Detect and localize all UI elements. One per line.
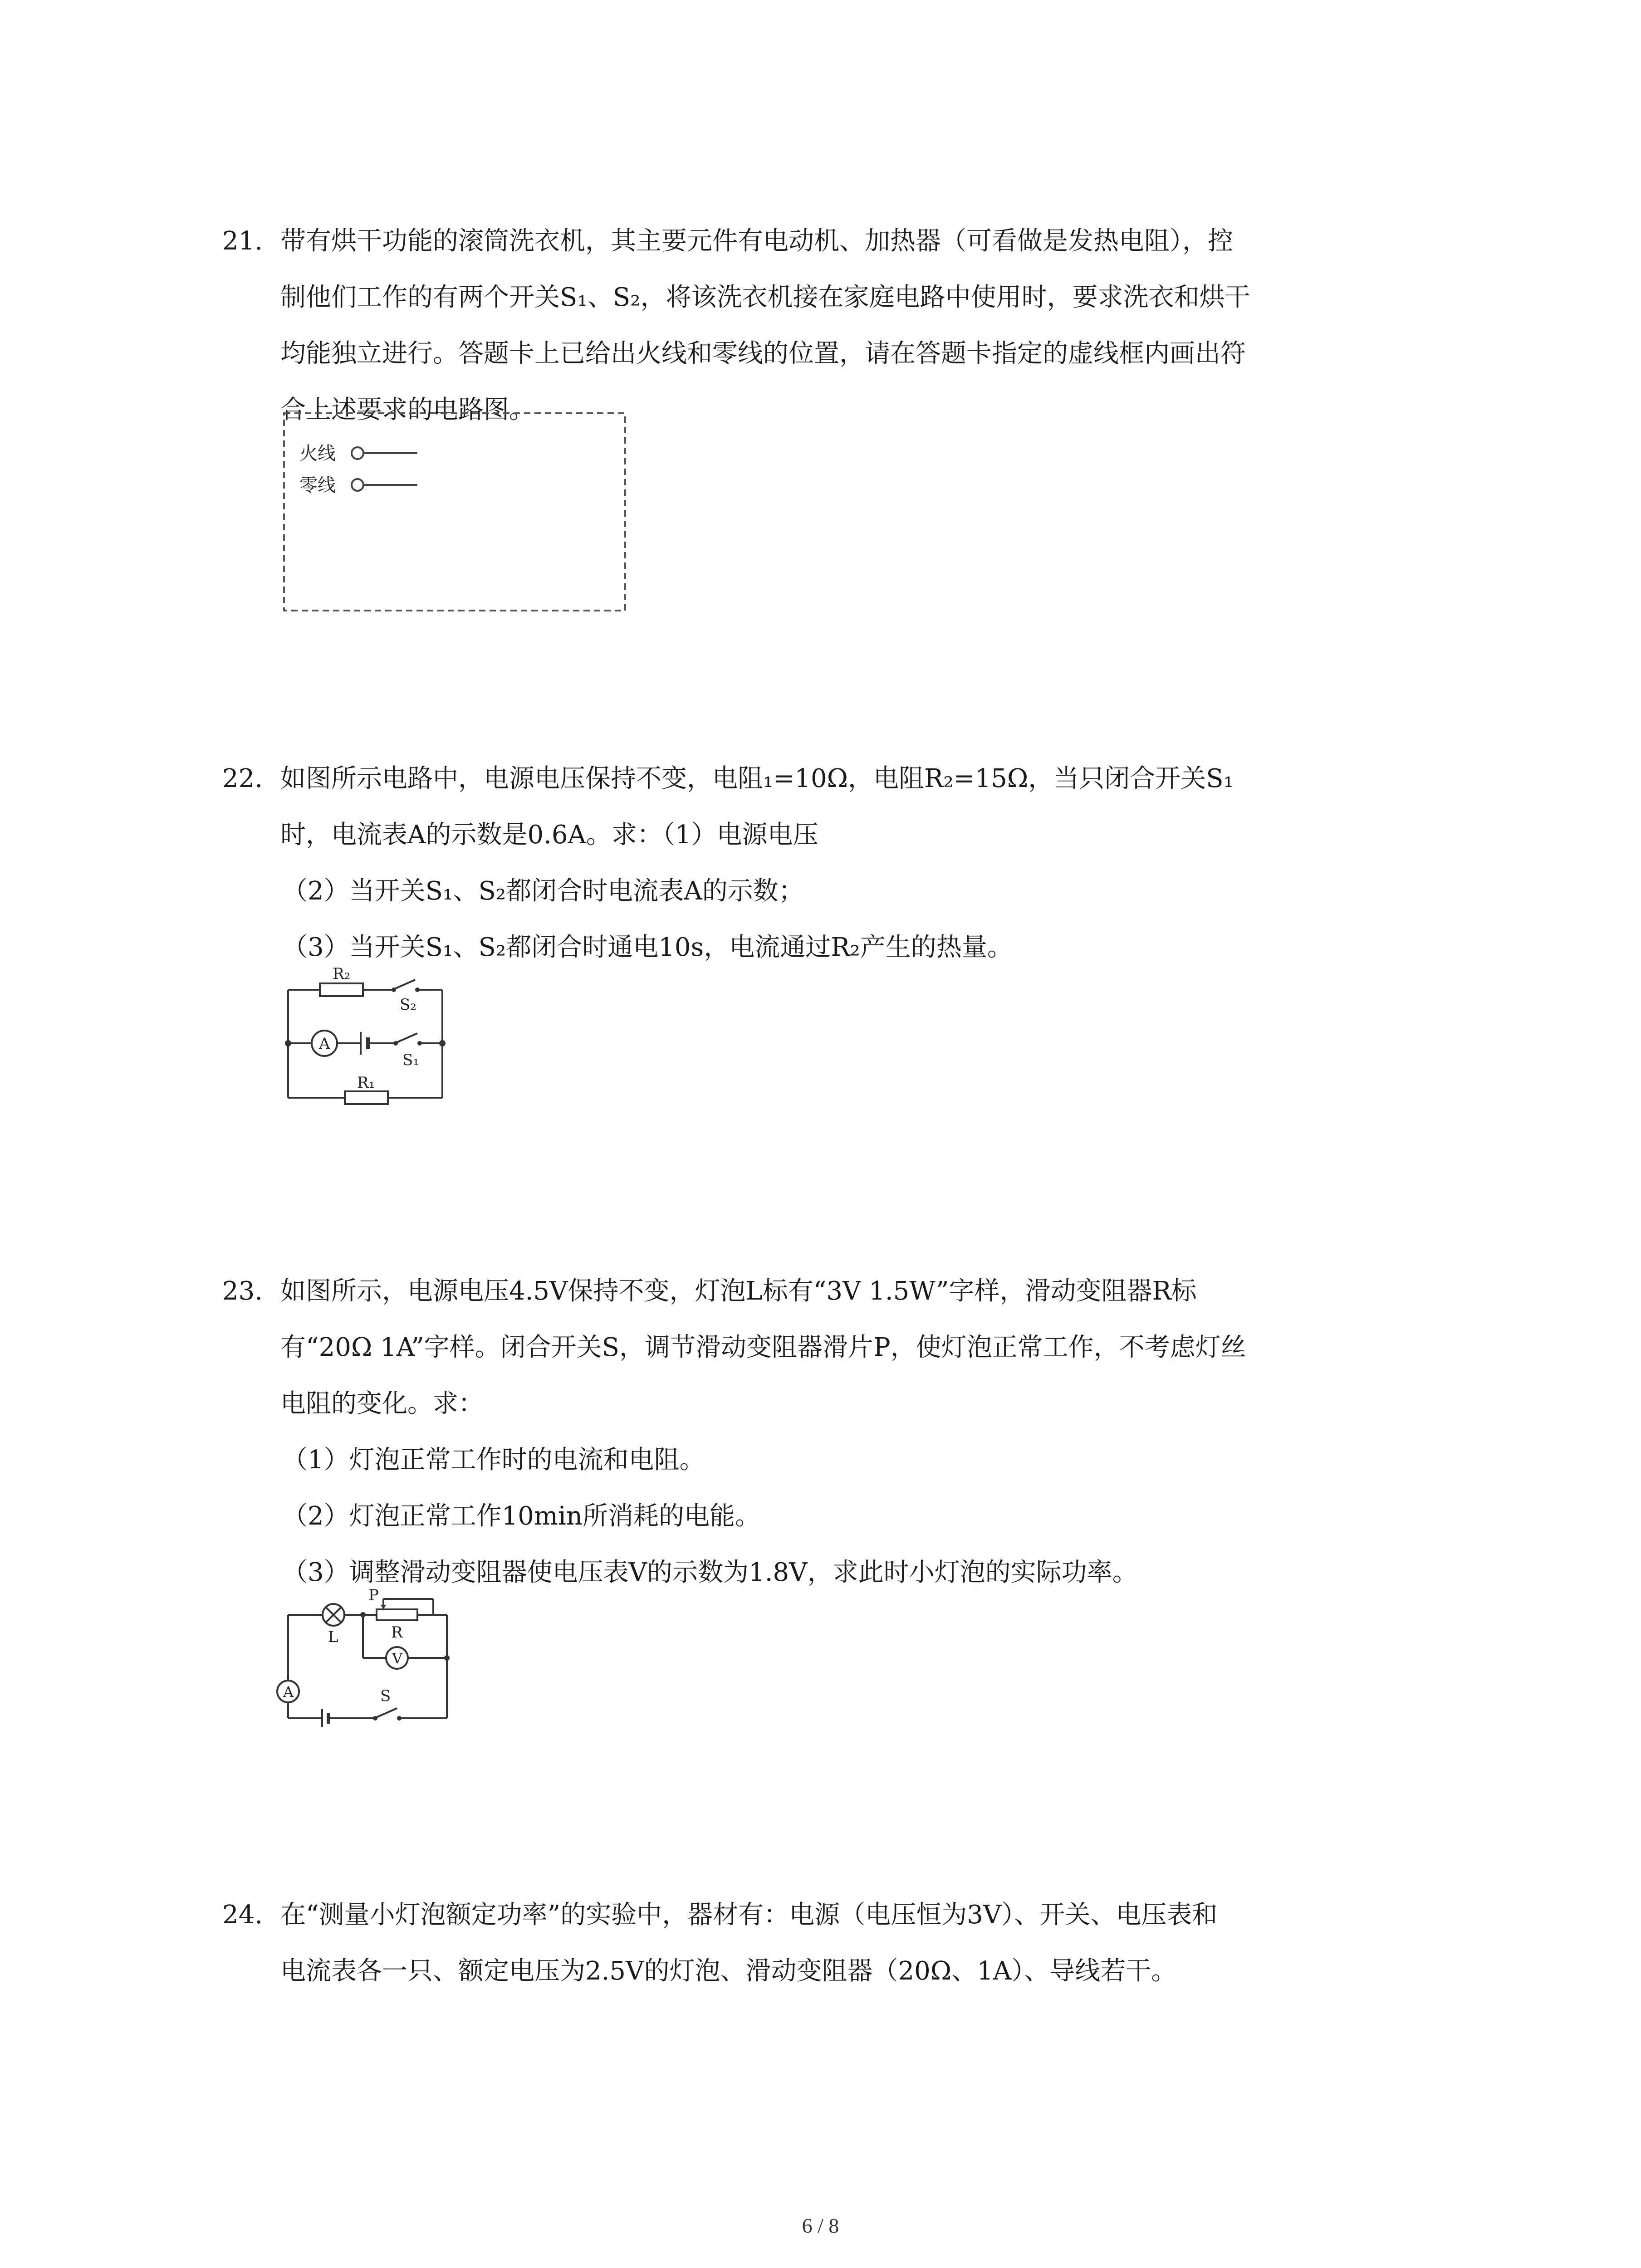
label-l: L: [328, 1628, 338, 1646]
question-24: [222, 1887, 1456, 1999]
q21-answer-box: [281, 411, 631, 615]
q22-circuit-diagram: [279, 962, 460, 1116]
q22-number: 22.: [222, 764, 263, 793]
switch-s: [374, 1708, 397, 1718]
q22-line-3: （2）当开关S₁、S₂都闭合时电流表A的示数；: [282, 876, 804, 906]
q23-line-6: （3）调整滑动变阻器使电压表V的示数为1.8V，求此时小灯泡的实际功率。: [282, 1558, 1138, 1587]
q23-circuit-diagram: [272, 1588, 454, 1733]
resistor-r1: [345, 1091, 388, 1104]
switch-s2: [392, 980, 415, 990]
rheostat-r: [377, 1609, 417, 1620]
q23-line-2: 有“20Ω 1A”字样。闭合开关S，调节滑动变阻器滑片P，使灯泡正常工作，不考虑灯丝: [280, 1333, 1246, 1362]
neutral-wire-terminal: [352, 479, 363, 491]
question-21: [222, 213, 1456, 438]
q22-line-1: 22. 如图所示电路中，电源电压保持不变，电阻₁=10Ω，电阻R₂=15Ω，当只闭合开关S₁: [222, 751, 1456, 807]
q21-number: 21.: [222, 226, 263, 256]
neutral-wire-label: 零线: [299, 475, 336, 496]
switch-s1: [395, 1033, 417, 1043]
question-22: [222, 751, 1456, 976]
page-number: 6 / 8: [802, 2214, 839, 2237]
q21-line-3: 均能独立进行。答题卡上已给出火线和零线的位置，请在答题卡指定的虚线框内画出符: [280, 339, 1246, 368]
q23-line-1: 23. 如图所示，电源电压4.5V保持不变，灯泡L标有“3V 1.5W”字样，滑动变阻器R标: [222, 1263, 1456, 1320]
label-s: S: [380, 1687, 391, 1705]
q21-line-2: 制他们工作的有两个开关S₁、S₂，将该洗衣机接在家庭电路中使用时，要求洗衣和烘干: [280, 283, 1250, 312]
q24-number: 24.: [222, 1900, 263, 1930]
label-a: A: [319, 1035, 330, 1053]
resistor-r2: [320, 983, 363, 996]
label-a: A: [283, 1683, 294, 1701]
live-wire-terminal: [352, 447, 363, 459]
label-r2: R₂: [333, 965, 351, 983]
q23-number: 23.: [222, 1276, 263, 1306]
q22-line-4: （3）当开关S₁、S₂都闭合时通电10s，电流通过R₂产生的热量。: [282, 933, 1013, 962]
q21-line-4: 合上述要求的电路图。: [280, 395, 534, 425]
live-wire-label: 火线: [299, 443, 336, 464]
question-23: [222, 1263, 1456, 1601]
label-p: P: [368, 1588, 379, 1604]
q23-line-5: （2）灯泡正常工作10min所消耗的电能。: [282, 1501, 760, 1531]
label-r: R: [391, 1623, 403, 1642]
q23-line-3: 电阻的变化。求：: [280, 1389, 484, 1418]
q22-line-2: 时，电流表A的示数是0.6A。求：（1）电源电压: [280, 820, 818, 850]
label-s1: S₁: [402, 1051, 419, 1069]
q21-line-1: 21. 带有烘干功能的滚筒洗衣机，其主要元件有电动机、加热器（可看做是发热电阻），控: [222, 213, 1456, 269]
label-v: V: [392, 1650, 403, 1667]
label-r1: R₁: [357, 1074, 375, 1092]
q24-line-1: 24. 在“测量小灯泡额定功率”的实验中，器材有：电源（电压恒为3V）、开关、电压表和: [222, 1887, 1456, 1943]
label-s2: S₂: [400, 996, 416, 1014]
q24-line-2: 电流表各一只、额定电压为2.5V的灯泡、滑动变阻器（20Ω、1A）、导线若干。: [280, 1956, 1177, 1986]
q23-line-4: （1）灯泡正常工作时的电流和电阻。: [282, 1445, 705, 1475]
